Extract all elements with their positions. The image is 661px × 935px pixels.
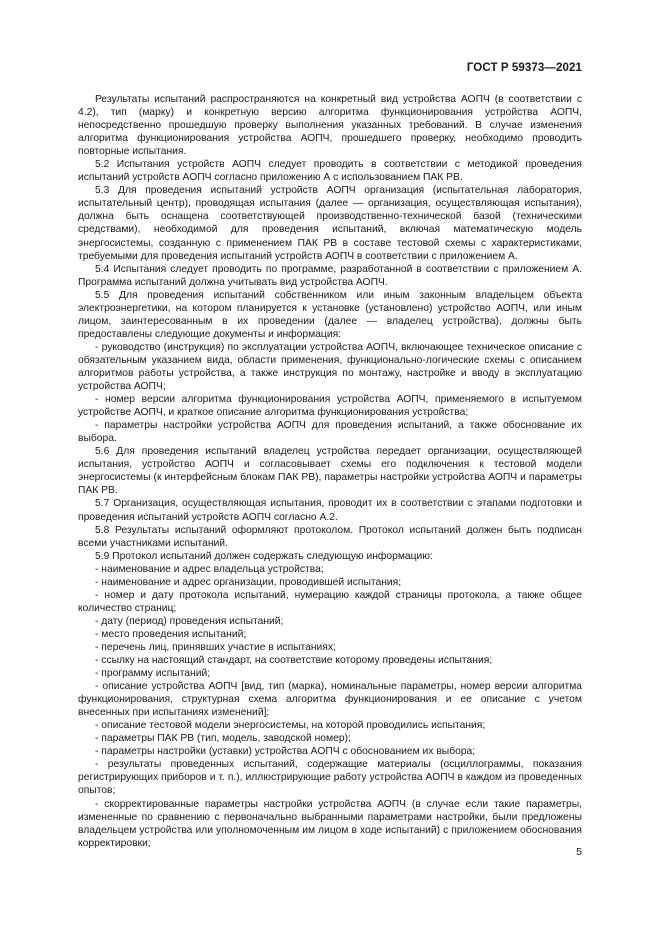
page-number: 5 (576, 846, 582, 858)
list-item: - руководство (инструкция) по эксплуатации устройства АОПЧ, включающее техническое описание с обязательным указанием вида, области применения, функционально-логические схемы с описанием алгоритмов работы устройства, а также инструкция по монтажу, настройке и вводу в эксплуатацию устройства АОПЧ; (78, 341, 582, 393)
list-item: - наименование и адрес организации, проводившей испытания; (95, 576, 402, 588)
paragraph-5-3: 5.3 Для проведения испытаний устройств АОПЧ организация (испытательная лаборатория, испытательный центр), проводящая испытания (далее — организация, осуществляющая испытания), должна быть оснащена соответствующей производственно-технической базой (техническими средствами), необходимой для проведения испытаний, включая математическую модель энергосистемы, созданную с применением ПАК РВ в составе тестовой схемы с характеристиками, требуемыми для проведения испытаний устройств АОПЧ в соответствии с приложением А. (78, 185, 582, 262)
paragraph-5-8: 5.8 Результаты испытаний оформляют протоколом. Протокол испытаний должен быть подписан всеми участниками испытаний. (78, 524, 582, 549)
list-item: - перечень лиц, принявших участие в испытаниях; (95, 641, 336, 653)
list-item: - наименование и адрес владельца устройства; (95, 563, 324, 575)
list-item: - описание устройства АОПЧ [вид, тип (марка), номинальные параметры, номер версии алгоритма функционирования, структурная схема алгоритма функционирования и ее описание с учетом внесенных при испытаниях изменений]; (78, 681, 582, 719)
paragraph-5-4: 5.4 Испытания следует проводить по программе, разработанной в соответствии с приложением А. Программа испытаний должна учитывать вид устройства АОПЧ. (78, 263, 582, 288)
list-item: - скорректированные параметры настройки устройства АОПЧ (в случае если такие параметры, измененные по сравнению с первоначально выбранными параметрами настройки, были предложены владельцем устройства или уполномоченным им лицом в ходе испытаний) с приложением обоснования корректировки; (78, 798, 582, 849)
list-item: - параметры настройки (уставки) устройства АОПЧ с обоснованием их выбора; (95, 746, 476, 758)
list-item: - номер версии алгоритма функционирования устройства АОПЧ, применяемого в испытуемом устройстве АОПЧ, и краткое описание алгоритма функционирования устройства; (78, 394, 582, 419)
paragraph-5-7: 5.7 Организация, осуществляющая испытания, проводит их в соответствии с этапами подготовки и проведения испытаний устройств АОПЧ согласно А.2. (78, 498, 582, 523)
page-body (78, 93, 582, 850)
list-item: - описание тестовой модели энергосистемы, на которой проводились испытания; (95, 720, 486, 732)
list-item: - ссылку на настоящий стандарт, на соответствие которому проведены испытания; (95, 655, 493, 667)
paragraph-scope: Результаты испытаний распространяются на конкретный вид устройства АОПЧ (в соответствии с 4.2), тип (марку) и конкретную версию алгоритма функционирования устройства АОПЧ, непосредственно прошедшую проверку выполнения указанных требований. В случае изменения алгоритма функционирования устройства АОПЧ, прошедшего проверку, необходимо проводить повторные испытания. (78, 94, 582, 158)
paragraph-5-9: 5.9 Протокол испытаний должен содержать следующую информацию: (95, 550, 433, 562)
document-header (467, 62, 582, 74)
paragraph-5-2: 5.2 Испытания устройств АОПЧ следует проводить в соответствии с методикой проведения испытаний устройств АОПЧ согласно приложению А с использованием ПАК РВ. (78, 159, 582, 184)
list-item: - результаты проведенных испытаний, содержащие материалы (осциллограммы, показания регистрирующих приборов и т. п.), иллюстрирующие работу устройства АОПЧ в каждом из проведенных опытов; (78, 759, 582, 797)
standard-designation: ГОСТ Р 59373—2021 (466, 62, 582, 74)
page-footer (576, 846, 582, 858)
paragraph-5-6: 5.6 Для проведения испытаний владелец устройства передает организации, осуществляющей испытания, устройство АОПЧ и согласовывает схемы его подключения к тестовой модели энергосистемы (к интерфейсным блокам ПАК РВ), параметры настройки устройства АОПЧ и параметры ПАК РВ. (78, 446, 582, 497)
list-item: - номер и дату протокола испытаний, нумерацию каждой страницы протокола, а также общее количество страниц; (78, 589, 582, 614)
list-item: - место проведения испытаний; (95, 628, 247, 640)
list-item: - параметры настройки устройства АОПЧ для проведения испытаний, а также обоснование их выбора. (78, 420, 582, 445)
list-item: - параметры ПАК РВ (тип, модель, заводской номер); (95, 733, 351, 745)
list-item: - программу испытаний; (95, 668, 211, 680)
paragraph-5-5: 5.5 Для проведения испытаний собственником или иным законным владельцем объекта электроэнергетики, на котором планируется к установке (установлено) устройство АОПЧ, или иным лицом, заинтересованным в их проведении (далее — владелец устройства), должны быть предоставлены следующие документы и информация: (78, 289, 582, 340)
list-item: - дату (период) проведения испытаний; (95, 615, 284, 627)
